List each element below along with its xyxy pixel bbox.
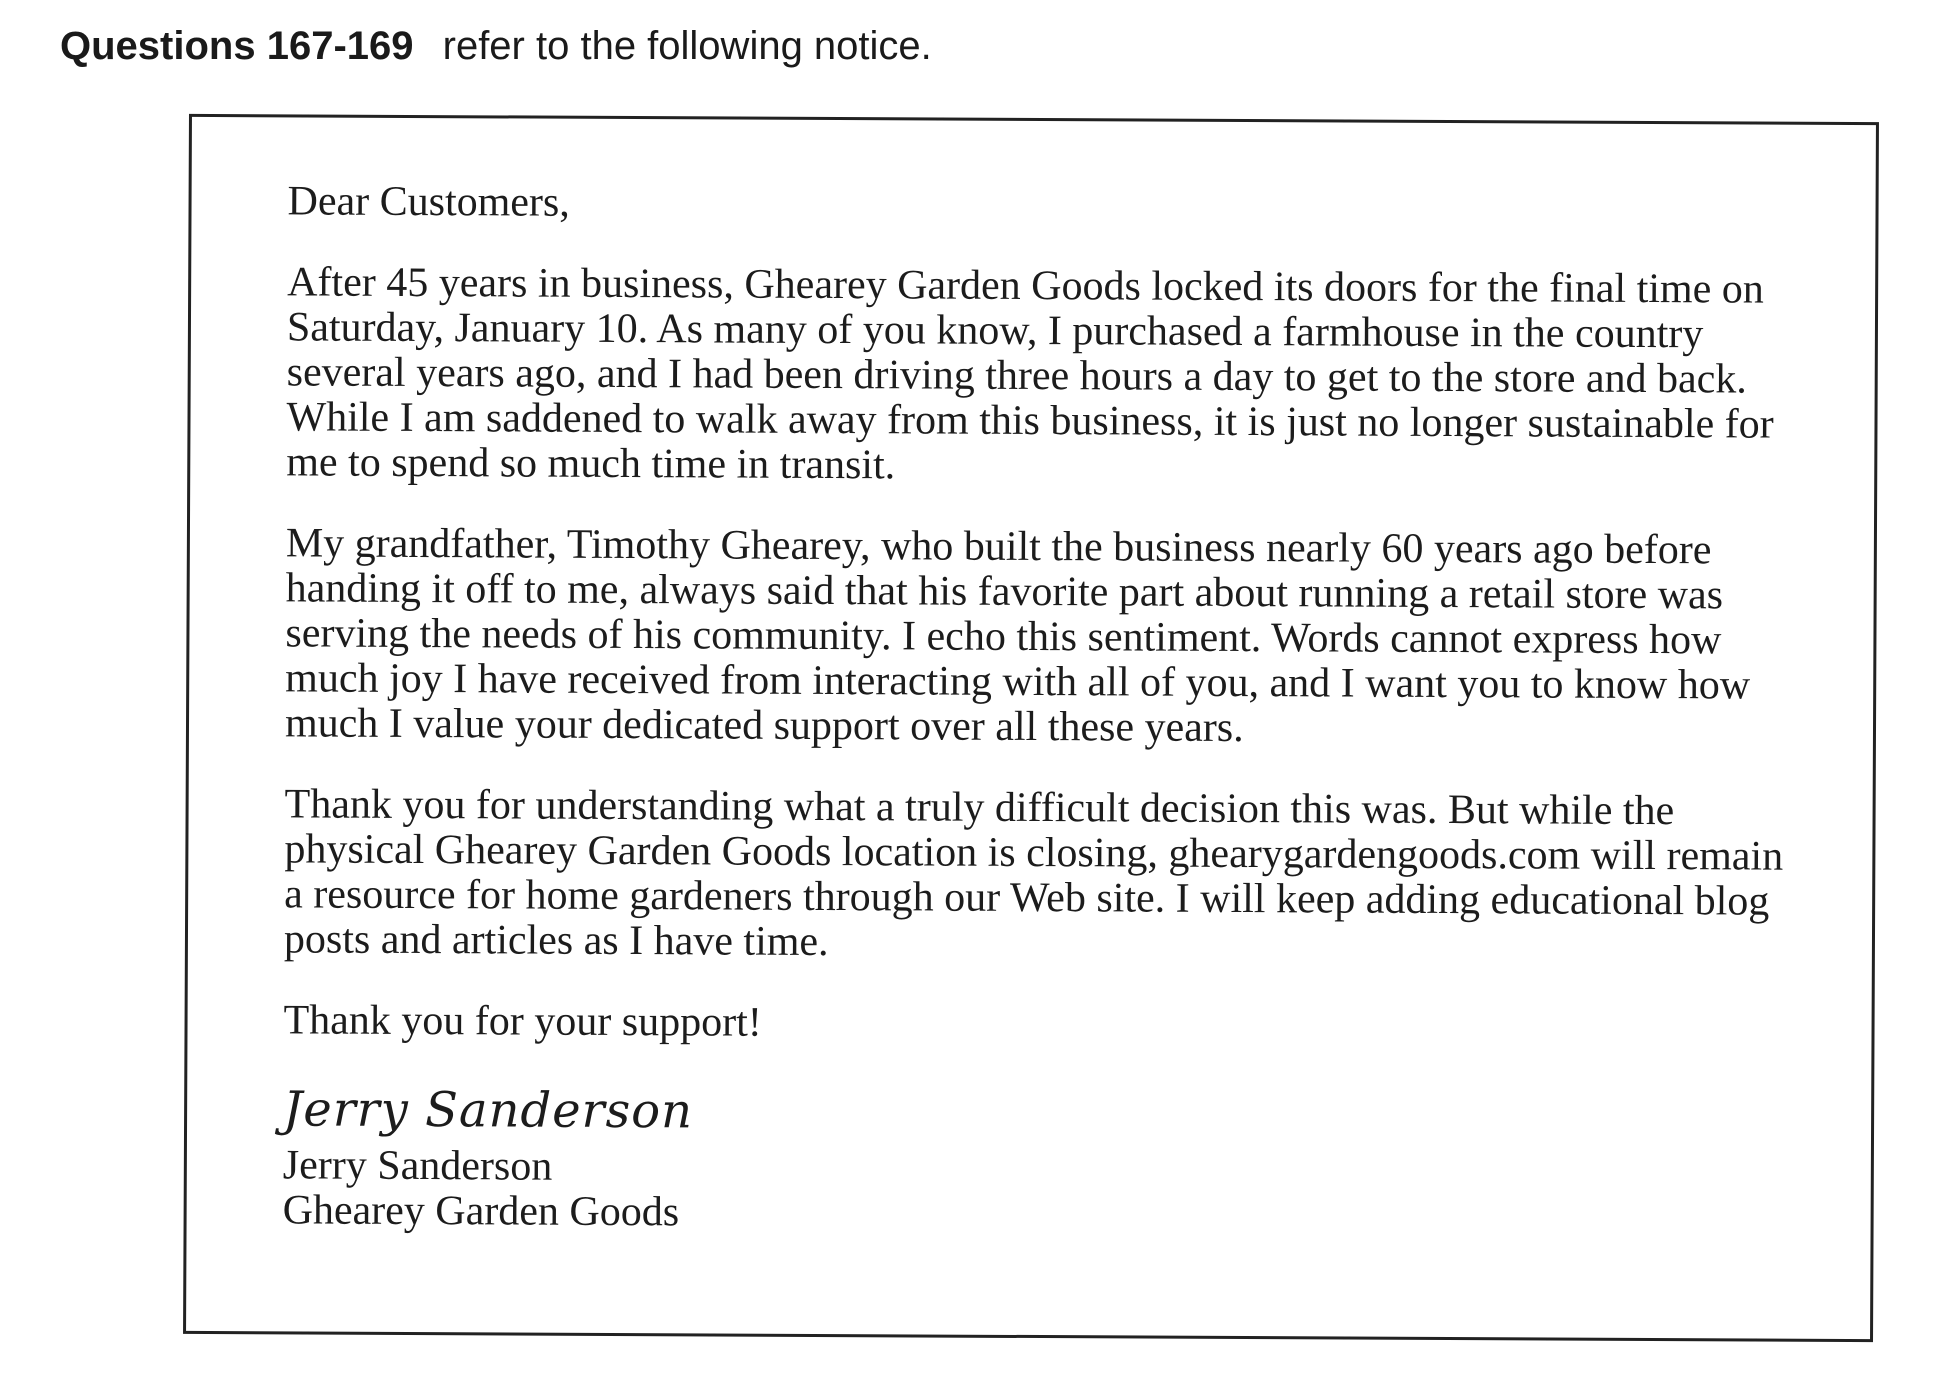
notice-paragraph-2: My grandfather, Timothy Ghearey, who built the business nearly 60 years ago before handing it off to me, always said that his favorite part about running a retail store was serving the needs of his community. I echo this sentiment. Words cannot express how much joy I have received from interacting with all of you, and I want you to know how much I value your dedicated support over all these years. (284, 520, 1751, 752)
handwritten-signature: Jerry Sanderson (282, 1081, 694, 1140)
signer-name: Jerry Sanderson (282, 1142, 553, 1190)
question-header (60, 18, 932, 74)
notice-closing: Thank you for your support! (283, 997, 762, 1046)
notice-paragraph-1: After 45 years in business, Ghearey Garden Goods locked its doors for the final time on Saturday, January 10. As many of you know, I purchased a farmhouse in the country several years ago, and I had been driving three hours a day to get to the store and back. While I am saddened to walk away from this business, it is just no longer sustainable for me to spend so much time in transit. (286, 259, 1774, 489)
question-instruction: refer to the following notice. (442, 24, 932, 68)
notice-box (183, 114, 1879, 1342)
notice-paragraph-3: Thank you for understanding what a truly difficult decision this was. But while the physical Ghearey Garden Goods location is closing, ghearygardengoods.com will remain a resource for home gardeners through our Web site. I will keep adding educational blog posts and articles as I have time. (283, 781, 1784, 966)
question-range: Questions 167-169 (60, 24, 414, 68)
notice-greeting: Dear Customers, (287, 178, 570, 226)
notice-content (283, 179, 1788, 1240)
signer-block (283, 1143, 1783, 1240)
signer-company: Ghearey Garden Goods (282, 1187, 680, 1236)
